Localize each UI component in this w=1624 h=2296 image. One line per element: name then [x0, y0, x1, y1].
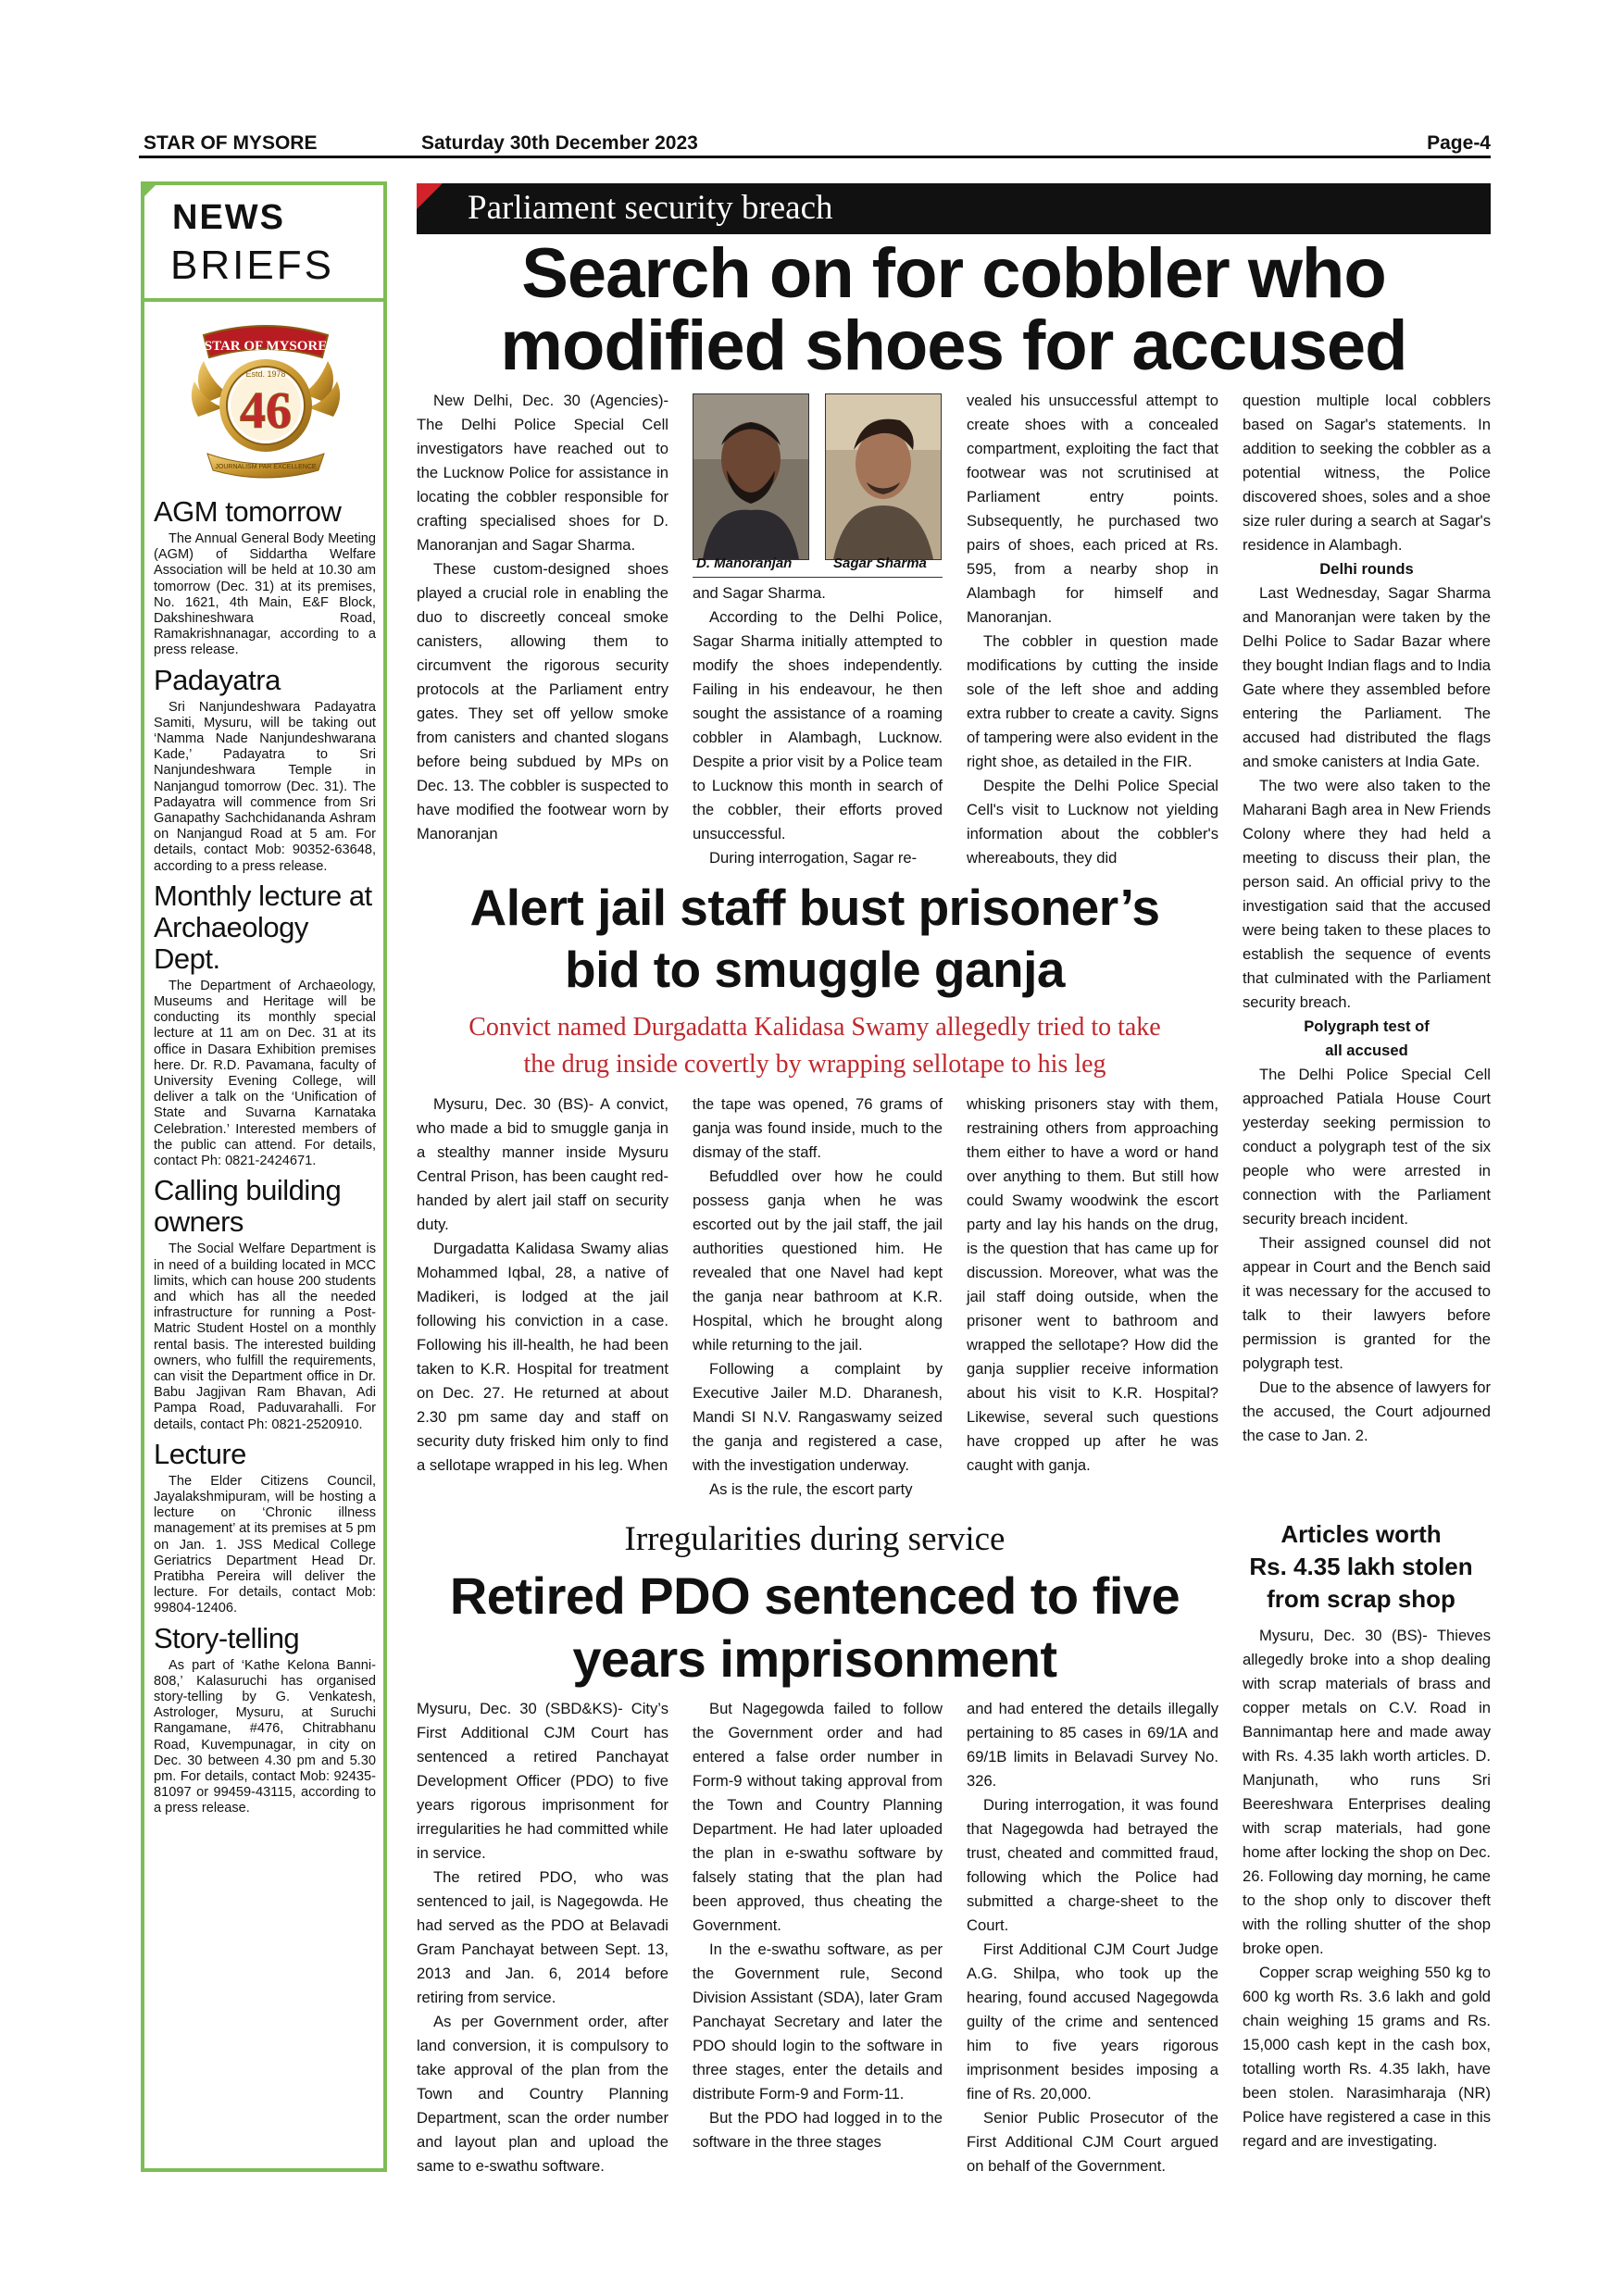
- story2-column-3: [967, 1092, 1218, 1478]
- paragraph: The two were also taken to the Maharani Bagh area in New Friends Colony where they had held a meeting to discuss their plan, the person said. An official privy to the investigation said that the accused were being taken to these places to establish the sequence of events that culminated with the Parliament security breach.: [1243, 777, 1491, 1011]
- story4-column: [1243, 1624, 1491, 2153]
- paragraph: As is the rule, the escort party: [709, 1480, 913, 1498]
- briefs-title-briefs: BRIEFS: [170, 243, 334, 288]
- paragraph: Mysuru, Dec. 30 (BS)- A convict, who made a bid to smuggle ganja in a stealthy manner inside Mysuru Central Prison, has been caught red-handed by alert jail staff on security duty.: [417, 1095, 668, 1233]
- paragraph: the tape was opened, 76 grams of ganja was found inside, much to the dismay of the staff.: [693, 1095, 943, 1161]
- paragraph: Their assigned counsel did not appear in Court and the Bench said it was necessary for the accused to talk to their lawyers before permission is granted for the polygraph test.: [1243, 1234, 1491, 1372]
- brief-heading: Lecture: [154, 1437, 246, 1470]
- portrait-sagar-sharma-icon: [826, 394, 941, 559]
- story1-kicker: Parliament security breach: [468, 189, 833, 227]
- story3-kicker: Irregularities during service: [624, 1520, 1006, 1558]
- paragraph: Durgadatta Kalidasa Swamy alias Mohammed Iqbal, 28, a native of Madikeri, is lodged at the jail following his conviction in a case. Following his ill-health, he had been taken to K.R. Hospital for treatment on Dec. 27. He returned at about 2.30 pm same day and staff on security duty frisked him only to find a sellotape wrapped in his leg. When: [417, 1240, 668, 1474]
- emblem-number: 46: [240, 382, 292, 440]
- brief-item: [154, 496, 376, 659]
- paragraph: Following a complaint by Executive Jailer M.D. Dharanesh, Mandi SI N.V. Rangaswamy seized the ganja and registered a case, with the investigation underway.: [693, 1360, 943, 1474]
- brief-text: The Annual General Body Meeting (AGM) of Siddartha Welfare Association will be held at 10.30 am tomorrow (Dec. 31) at its premises, No. 1621, 4th Main, E&F Block, Dakshineshwara Road, Ramakrishnanagar, according to a press release.: [154, 531, 376, 658]
- story3-column-2: [693, 1697, 943, 2154]
- paragraph: During interrogation, it was found that Nagegowda had betrayed the trust, cheated and committed fraud, following which the Police had submitted a charge-sheet to the Court.: [967, 1796, 1218, 1934]
- masthead-rule: [139, 156, 1491, 158]
- paragraph: whisking prisoners stay with them, restraining others from approaching them either to have a word or hand over anything to them. But still how could Swamy woodwink the escort party and lay his hands on the drug, is the question that has came up for discussion. Moreover, what was the jail staff doing outside, when the prisoner went to bathroom and wrapped the sellotape? How did the ganja supplier receive information about his visit to K.R. Hospital? Likewise, several such questions have cropped up after he was caught with ganja.: [967, 1095, 1218, 1474]
- brief-item: [154, 1439, 376, 1617]
- story4-headline-line2: Rs. 4.35 lakh stolen: [1249, 1553, 1473, 1580]
- story2-column-1: [417, 1092, 668, 1478]
- subheading-polygraph-line2: all accused: [1325, 1042, 1408, 1059]
- briefs-list: [154, 491, 376, 1821]
- photo-sagar-sharma: [825, 393, 942, 560]
- brief-heading: AGM tomorrow: [154, 495, 342, 528]
- paragraph: The cobbler in question made modifications by cutting the inside sole of the left shoe and adding extra rubber to create a cavity. Signs of tampering were also evident in the right shoe, as detailed in the FIR.: [967, 632, 1218, 770]
- brief-heading: Padayatra: [154, 663, 281, 696]
- story1-kicker-flag: [417, 183, 443, 209]
- brief-text: The Elder Citizens Council, Jayalakshmipuram, will be hosting a lecture on ‘Chronic illness management’ at its premises at 5 pm on Jan. 1. JSS Medical College Geriatrics Department Head Dr. Pratibha Pereira will deliver the lecture. For details, contact Mob: 99804-12406.: [154, 1473, 376, 1616]
- paragraph: In the e-swathu software, as per the Government rule, Second Division Assistant (SDA), later Gram Panchayat Secretary and later the PDO should login to the software in three stages, enter the details and distribute Form-9 and Form-11.: [693, 1940, 943, 2103]
- brief-text: The Social Welfare Department is in need of a building located in MCC limits, which can house 200 students and which has all the needed infrastructure for running a Post-Matric Student Hostel on a monthly rental basis. The interested building owners, who fulfill the requirements, can visit the Department office in Dr. Babu Jagjivan Ram Bhavan, Adi Pampa Road, Paduvarahalli. For details, contact Ph: 0821-2520910.: [154, 1242, 376, 1432]
- brief-heading: Monthly lecture at Archaeology Dept.: [154, 879, 372, 975]
- paragraph: and had entered the details illegally pertaining to 85 cases in 69/1A and 69/1B limits in Belavadi Survey No. 326.: [967, 1700, 1218, 1790]
- brief-item: [154, 1623, 376, 1817]
- story1-column-1: [417, 389, 668, 846]
- paragraph: New Delhi, Dec. 30 (Agencies)- The Delhi Police Special Cell investigators have reached out to the Lucknow Police for assistance in locating the cobbler responsible for crafting specialised shoes for D. Manoranjan and Sagar Sharma.: [417, 392, 668, 554]
- paragraph: Mysuru, Dec. 30 (BS)- Thieves allegedly broke into a shop dealing with scrap materials of brass and copper metals on C.V. Road in Bannimantap here and made away with Rs. 4.35 lakh worth articles. D. Manjunath, who runs Sri Beereshwara Enterprises dealing with scrap materials, had gone home after locking the shop on Dec. 26. Following day morning, he came to the shop only to discover theft with the rolling shutter of the shop broke open.: [1243, 1627, 1491, 1957]
- paragraph: question multiple local cobblers based on Sagar's statements. In addition to seeking the cobbler as a potential witness, the Police discovered shoes, soles and a shoe size ruler during a search at Sagar's residence in Alambagh.: [1243, 392, 1491, 554]
- issue-date: Saturday 30th December 2023: [421, 132, 698, 154]
- brief-text: The Department of Archaeology, Museums and Heritage will be conducting its monthly special lecture at 11 am on Dec. 31 at its office in Dasara Exhibition premises here. Dr. R.D. Pavamana, faculty of University Evening College, will deliver a talk on the ‘Unification of State and Suvarna Karnataka Celebration.’ Interested members of the public can attend. For details, contact Ph: 0821-2424671.: [154, 978, 376, 1169]
- story2-deck-line1: Convict named Durgadatta Kalidasa Swamy allegedly tried to take: [468, 1013, 1161, 1042]
- masthead: [139, 130, 1491, 156]
- briefs-divider: [144, 298, 383, 302]
- paragraph: But Nagegowda failed to follow the Government order and had entered a false order number in Form-9 without taking approval from the Town and Country Planning Department. He had later uploaded the plan in e-swathu software by falsely stating that the plan had been approved, thus cheating the Government.: [693, 1700, 943, 1934]
- brief-item: [154, 880, 376, 1169]
- page-number: Page-4: [1427, 132, 1491, 154]
- story4-headline-line3: from scrap shop: [1267, 1585, 1455, 1613]
- brief-text: Sri Nanjundeshwara Padayatra Samiti, Mysuru, will be taking out ‘Namma Nade Nanjundeshwarana Kade,’ Padayatra to Sri Nanjundeshwara Temple in Nanjangud tomorrow (Dec. 31). The Padayatra will commence from Sri Ganapathy Sachchidananda Ashram on Nanjangud Road at 5 am. For details, contact Mob: 90352-63648, according to a press release.: [154, 699, 376, 874]
- paragraph: Mysuru, Dec. 30 (SBD&KS)- City’s First Additional CJM Court has sentenced a retired Panchayat Development Officer (PDO) to five years rigorous imprisonment for irregularities he had committed while in service.: [417, 1700, 668, 1862]
- emblem-ribbon-text: JOURNALISM PAR EXCELLENCE: [215, 464, 317, 470]
- briefs-corner-flag: [141, 181, 159, 200]
- story2-deck-line2: the drug inside covertly by wrapping sellotape to his leg: [523, 1050, 1106, 1079]
- paragraph: These custom-designed shoes played a crucial role in enabling the duo to discreetly conceal smoke canisters, allowing them to circumvent the rigorous security protocols at the Parliament entry gates. They set off yellow smoke from canisters and chanted slogans before being subdued by MPs on Dec. 13. The cobbler is suspected to have modified the footwear worn by Manoranjan: [417, 560, 668, 842]
- paragraph: Despite the Delhi Police Special Cell's visit to Lucknow not yielding information about the cobbler's whereabouts, they did: [967, 777, 1218, 867]
- anniversary-emblem: [187, 315, 344, 481]
- paper-name: STAR OF MYSORE: [144, 132, 318, 154]
- story1-column-2: [693, 581, 943, 870]
- briefs-title-news: NEWS: [172, 198, 285, 237]
- caption-rule: [693, 577, 943, 578]
- story3-headline-line2: years imprisonment: [572, 1629, 1057, 1688]
- paragraph: First Additional CJM Court Judge A.G. Shilpa, who took up the hearing, found accused Nagegowda guilty of the crime and sentenced him to five years rigorous imprisonment besides imposing a fine of Rs. 20,000.: [967, 1940, 1218, 2103]
- paragraph: As per Government order, after land conversion, it is compulsory to take approval of the plan from the Town and Country Planning Department, scan the order number and layout plan and upload the same to e-swathu software.: [417, 2013, 668, 2175]
- story2-column-2: [693, 1092, 943, 1502]
- story1-headline-line2: modified shoes for accused: [500, 306, 1407, 385]
- caption-manoranjan: D. Manoranjan: [696, 555, 793, 571]
- brief-heading: Story-telling: [154, 1621, 300, 1654]
- paragraph: Senior Public Prosecutor of the First Additional CJM Court argued on behalf of the Government.: [967, 2109, 1218, 2175]
- paragraph: During interrogation, Sagar re-: [709, 849, 918, 867]
- caption-sagar-sharma: Sagar Sharma: [833, 555, 927, 571]
- story1-column-4: [1243, 389, 1491, 1448]
- story2-headline-line2: bid to smuggle ganja: [564, 941, 1066, 998]
- paragraph: Copper scrap weighing 550 kg to 600 kg worth Rs. 3.6 lakh and gold chain weighing 15 grams and Rs. 15,000 cash kept in the cash box, totalling worth Rs. 4.35 lakh, have been stolen. Narasimharaja (NR) Police have registered a case in this regard and are investigating.: [1243, 1964, 1491, 2150]
- paragraph: Befuddled over how he could possess ganja when he was escorted out by the jail staff, the jail authorities questioned him. He revealed that one Navel had kept the ganja near bathroom at K.R. Hospital, which he brought along while returning to the jail.: [693, 1167, 943, 1354]
- subheading-polygraph-line1: Polygraph test of: [1304, 1017, 1430, 1035]
- brief-heading: Calling building owners: [154, 1174, 342, 1239]
- subheading-delhi-rounds: Delhi rounds: [1319, 560, 1414, 578]
- story1-headline-line1: Search on for cobbler who: [521, 234, 1386, 313]
- story2-headline-line1: Alert jail staff bust prisoner’s: [469, 879, 1160, 936]
- photo-manoranjan: [693, 393, 809, 560]
- paragraph: According to the Delhi Police, Sagar Sharma initially attempted to modify the shoes independently. Failing in his endeavour, he then sought the assistance of a roaming cobbler in Alambagh, Lucknow. Despite a prior visit by a Police team to Lucknow this month in search of the cobbler, their efforts proved unsuccessful.: [693, 608, 943, 842]
- story4-headline-line1: Articles worth: [1280, 1520, 1442, 1548]
- emblem-banner-text: STAR OF MYSORE: [204, 339, 328, 354]
- news-briefs-box: [141, 181, 387, 2172]
- story1-column-3: [967, 389, 1218, 870]
- paragraph: The retired PDO, who was sentenced to jail, is Nagegowda. He had served as the PDO at Belavadi Gram Panchayat between Sept. 13, 2013 and Jan. 6, 2014 before retiring from service.: [417, 1868, 668, 2006]
- paragraph: But the PDO had logged in to the software in the three stages: [693, 2109, 943, 2151]
- brief-item: [154, 665, 376, 875]
- emblem-estd: Estd. 1978: [245, 369, 286, 379]
- story3-headline-line1: Retired PDO sentenced to five: [449, 1566, 1181, 1625]
- paragraph: Due to the absence of lawyers for the accused, the Court adjourned the case to Jan. 2.: [1243, 1379, 1491, 1444]
- paragraph: vealed his unsuccessful attempt to create shoes with a concealed compartment, exploiting the fact that footwear was not scrutinised at Parliament entry points. Subsequently, he purchased two pairs of shoes, each priced at Rs. 595, from a nearby shop in Alambagh for himself and Manoranjan.: [967, 392, 1218, 626]
- story3-column-3: [967, 1697, 1218, 2178]
- paragraph: and Sagar Sharma.: [693, 584, 826, 602]
- paragraph: Last Wednesday, Sagar Sharma and Manoranjan were taken by the Delhi Police to Sadar Bazar where they bought Indian flags and to India Gate where they assembled before entering the Parliament. The accused had distributed the flags and smoke canisters at India Gate.: [1243, 584, 1491, 770]
- brief-item: [154, 1175, 376, 1432]
- brief-text: As part of ‘Kathe Kelona Banni-808,’ Kalasuruchi has organised story-telling by G. Venkatesh, Astrologer, Mysuru, at Suruchi Rangamane, #476, Chitrabhanu Road, Kuvempunagar, in city on Dec. 30 between 4.30 pm and 5.30 pm. For details, contact Mob: 92435-81097 or 99459-43115, according to a press release.: [154, 1657, 376, 1816]
- portrait-manoranjan-icon: [693, 394, 808, 559]
- paragraph: The Delhi Police Special Cell approached Patiala House Court yesterday seeking permission to conduct a polygraph test of the six people who were arrested in connection with the Parliament security breach incident.: [1243, 1066, 1491, 1228]
- story3-column-1: [417, 1697, 668, 2178]
